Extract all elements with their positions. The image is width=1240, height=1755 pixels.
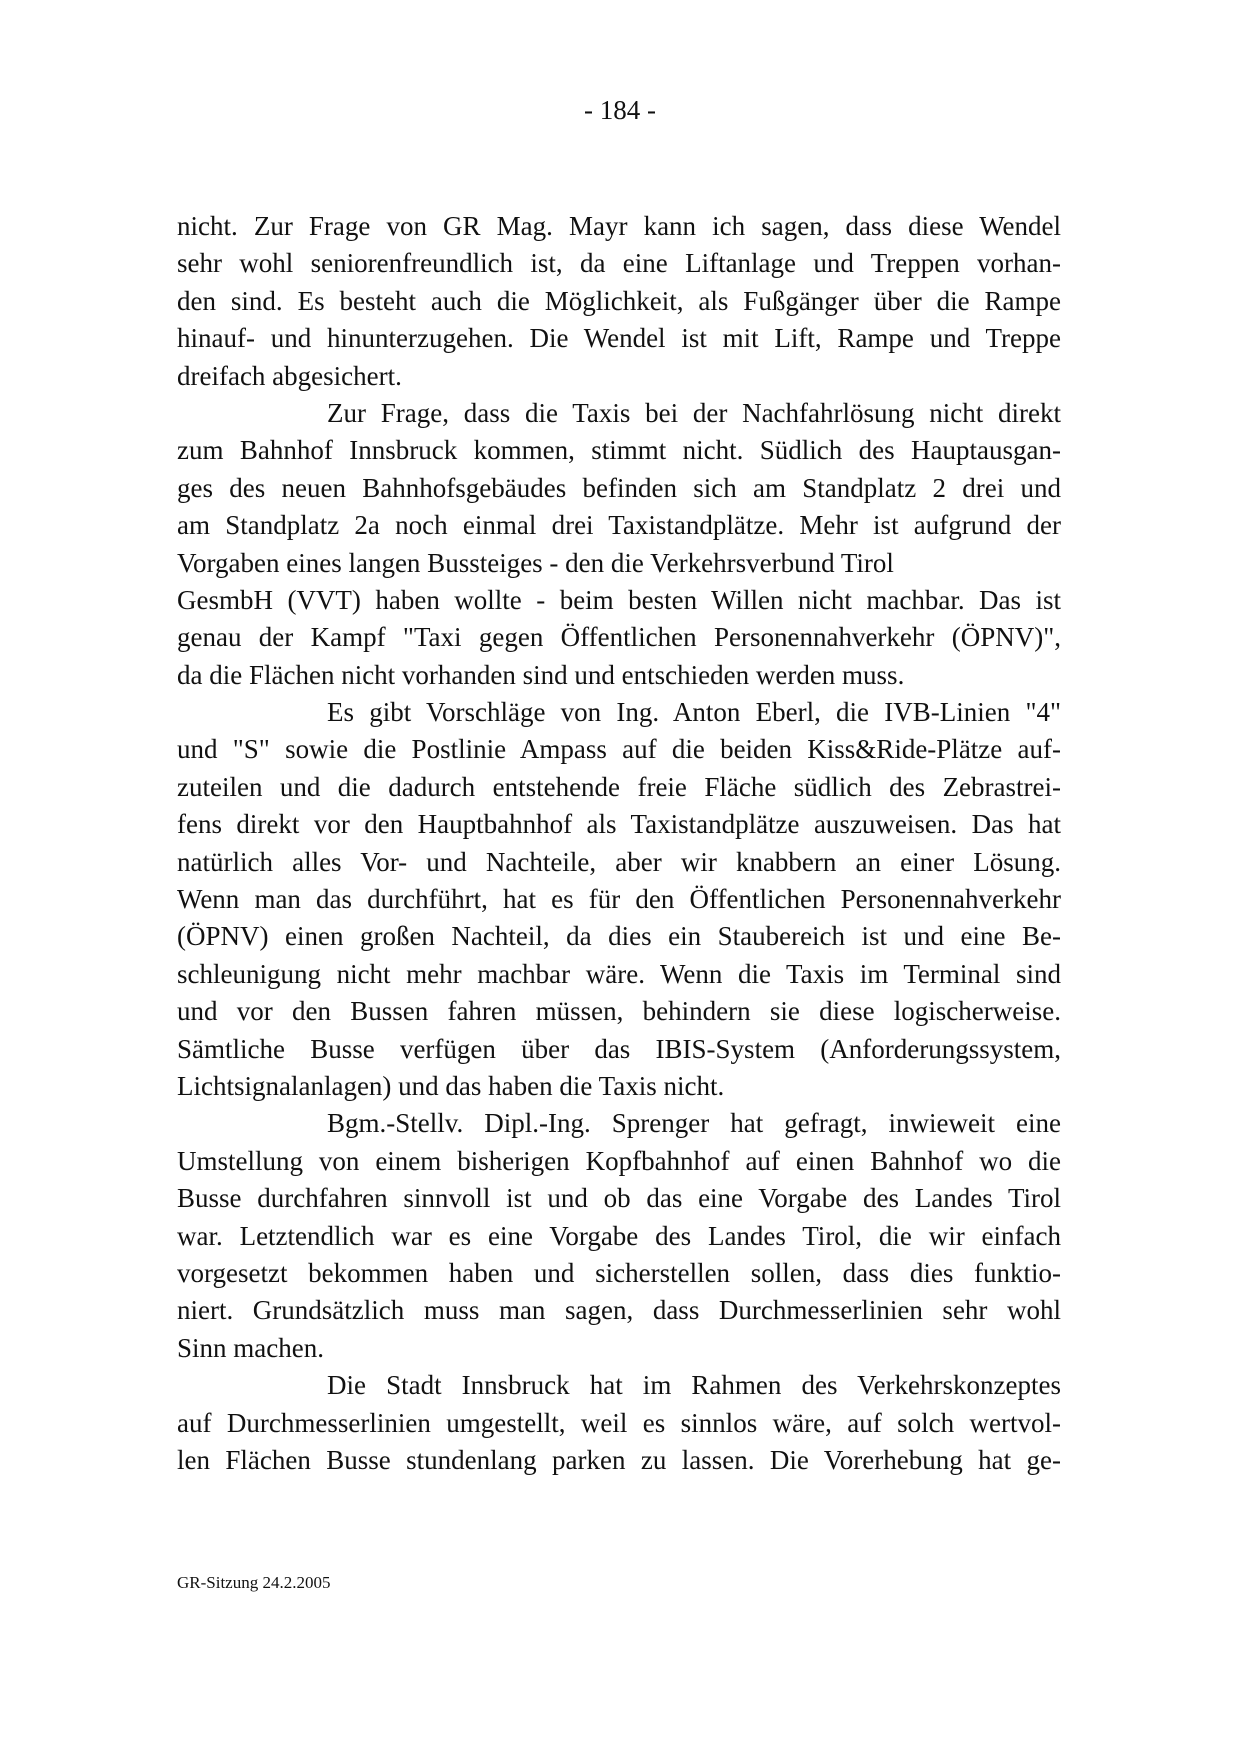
text-line: da die Flächen nicht vorhanden sind und entschieden werden muss.	[177, 659, 905, 690]
text-line: Sämtliche Busse verfügen über das IBIS-System (Anforderungssystem,	[177, 1033, 1061, 1064]
text-line: und vor den Bussen fahren müssen, behindern sie diese logischerweise.	[177, 996, 1061, 1027]
text-line: auf Durchmesserlinien umgestellt, weil es sinnlos wäre, auf solch wertvol-	[177, 1407, 1061, 1438]
page-number: - 184 -	[584, 95, 656, 125]
text-line: und "S" sowie die Postlinie Ampass auf die beiden Kiss&Ride-Plätze auf-	[177, 734, 1061, 765]
text-line: dreifach abgesichert.	[177, 360, 402, 391]
text-line: niert. Grundsätzlich muss man sagen, dass Durchmesserlinien sehr wohl	[177, 1295, 1061, 1326]
text-line: GesmbH (VVT) haben wollte - beim besten Willen nicht machbar. Das ist	[177, 584, 1061, 615]
text-line: zum Bahnhof Innsbruck kommen, stimmt nicht. Südlich des Hauptausgan-	[177, 435, 1061, 466]
text-line: zuteilen und die dadurch entstehende freie Fläche südlich des Zebrastrei-	[177, 771, 1061, 802]
text-line: am Standplatz 2a noch einmal drei Taxistandplätze. Mehr ist aufgrund der	[177, 510, 1061, 541]
text-line: Die Stadt Innsbruck hat im Rahmen des Verkehrskonzeptes	[327, 1370, 1061, 1401]
text-line: Vorgaben eines langen Bussteiges - den die Verkehrsverbund Tirol	[177, 547, 894, 578]
text-line: genau der Kampf "Taxi gegen Öffentlichen Personennahverkehr (ÖPNV)",	[177, 622, 1061, 653]
footer-session-date: GR-Sitzung 24.2.2005	[177, 1573, 331, 1592]
text-line: sehr wohl seniorenfreundlich ist, da eine Liftanlage und Treppen vorhan-	[177, 248, 1061, 279]
text-line: war. Letztendlich war es eine Vorgabe des Landes Tirol, die wir einfach	[177, 1220, 1061, 1251]
text-line: fens direkt vor den Hauptbahnhof als Taxistandplätze auszuweisen. Das hat	[177, 809, 1061, 840]
text-line: Busse durchfahren sinnvoll ist und ob das eine Vorgabe des Landes Tirol	[177, 1183, 1061, 1214]
text-line: Umstellung von einem bisherigen Kopfbahnhof auf einen Bahnhof wo die	[177, 1145, 1061, 1176]
text-line: den sind. Es besteht auch die Möglichkeit, als Fußgänger über die Rampe	[177, 285, 1061, 316]
text-line: Bgm.-Stellv. Dipl.-Ing. Sprenger hat gefragt, inwieweit eine	[327, 1108, 1061, 1139]
text-line: Wenn man das durchführt, hat es für den Öffentlichen Personennahverkehr	[177, 884, 1061, 915]
text-line: ges des neuen Bahnhofsgebäudes befinden sich am Standplatz 2 drei und	[177, 472, 1061, 503]
text-line: Sinn machen.	[177, 1332, 324, 1363]
text-line: Lichtsignalanlagen) und das haben die Taxis nicht.	[177, 1070, 725, 1101]
text-line: (ÖPNV) einen großen Nachteil, da dies ein Staubereich ist und eine Be-	[177, 921, 1061, 952]
text-line: natürlich alles Vor- und Nachteile, aber wir knabbern an einer Lösung.	[177, 846, 1061, 877]
text-line: nicht. Zur Frage von GR Mag. Mayr kann ich sagen, dass diese Wendel	[177, 211, 1061, 241]
text-line: vorgesetzt bekommen haben und sicherstellen sollen, dass dies funktio-	[177, 1257, 1061, 1288]
text-line: len Flächen Busse stundenlang parken zu lassen. Die Vorerhebung hat ge-	[177, 1444, 1061, 1475]
text-line: hinauf- und hinunterzugehen. Die Wendel ist mit Lift, Rampe und Treppe	[177, 323, 1061, 354]
text-line: Es gibt Vorschläge von Ing. Anton Eberl, die IVB-Linien "4"	[327, 697, 1061, 728]
body-text	[177, 208, 1061, 1479]
text-line: schleunigung nicht mehr machbar wäre. Wenn die Taxis im Terminal sind	[177, 958, 1061, 989]
text-line: Zur Frage, dass die Taxis bei der Nachfahrlösung nicht direkt	[327, 397, 1061, 428]
